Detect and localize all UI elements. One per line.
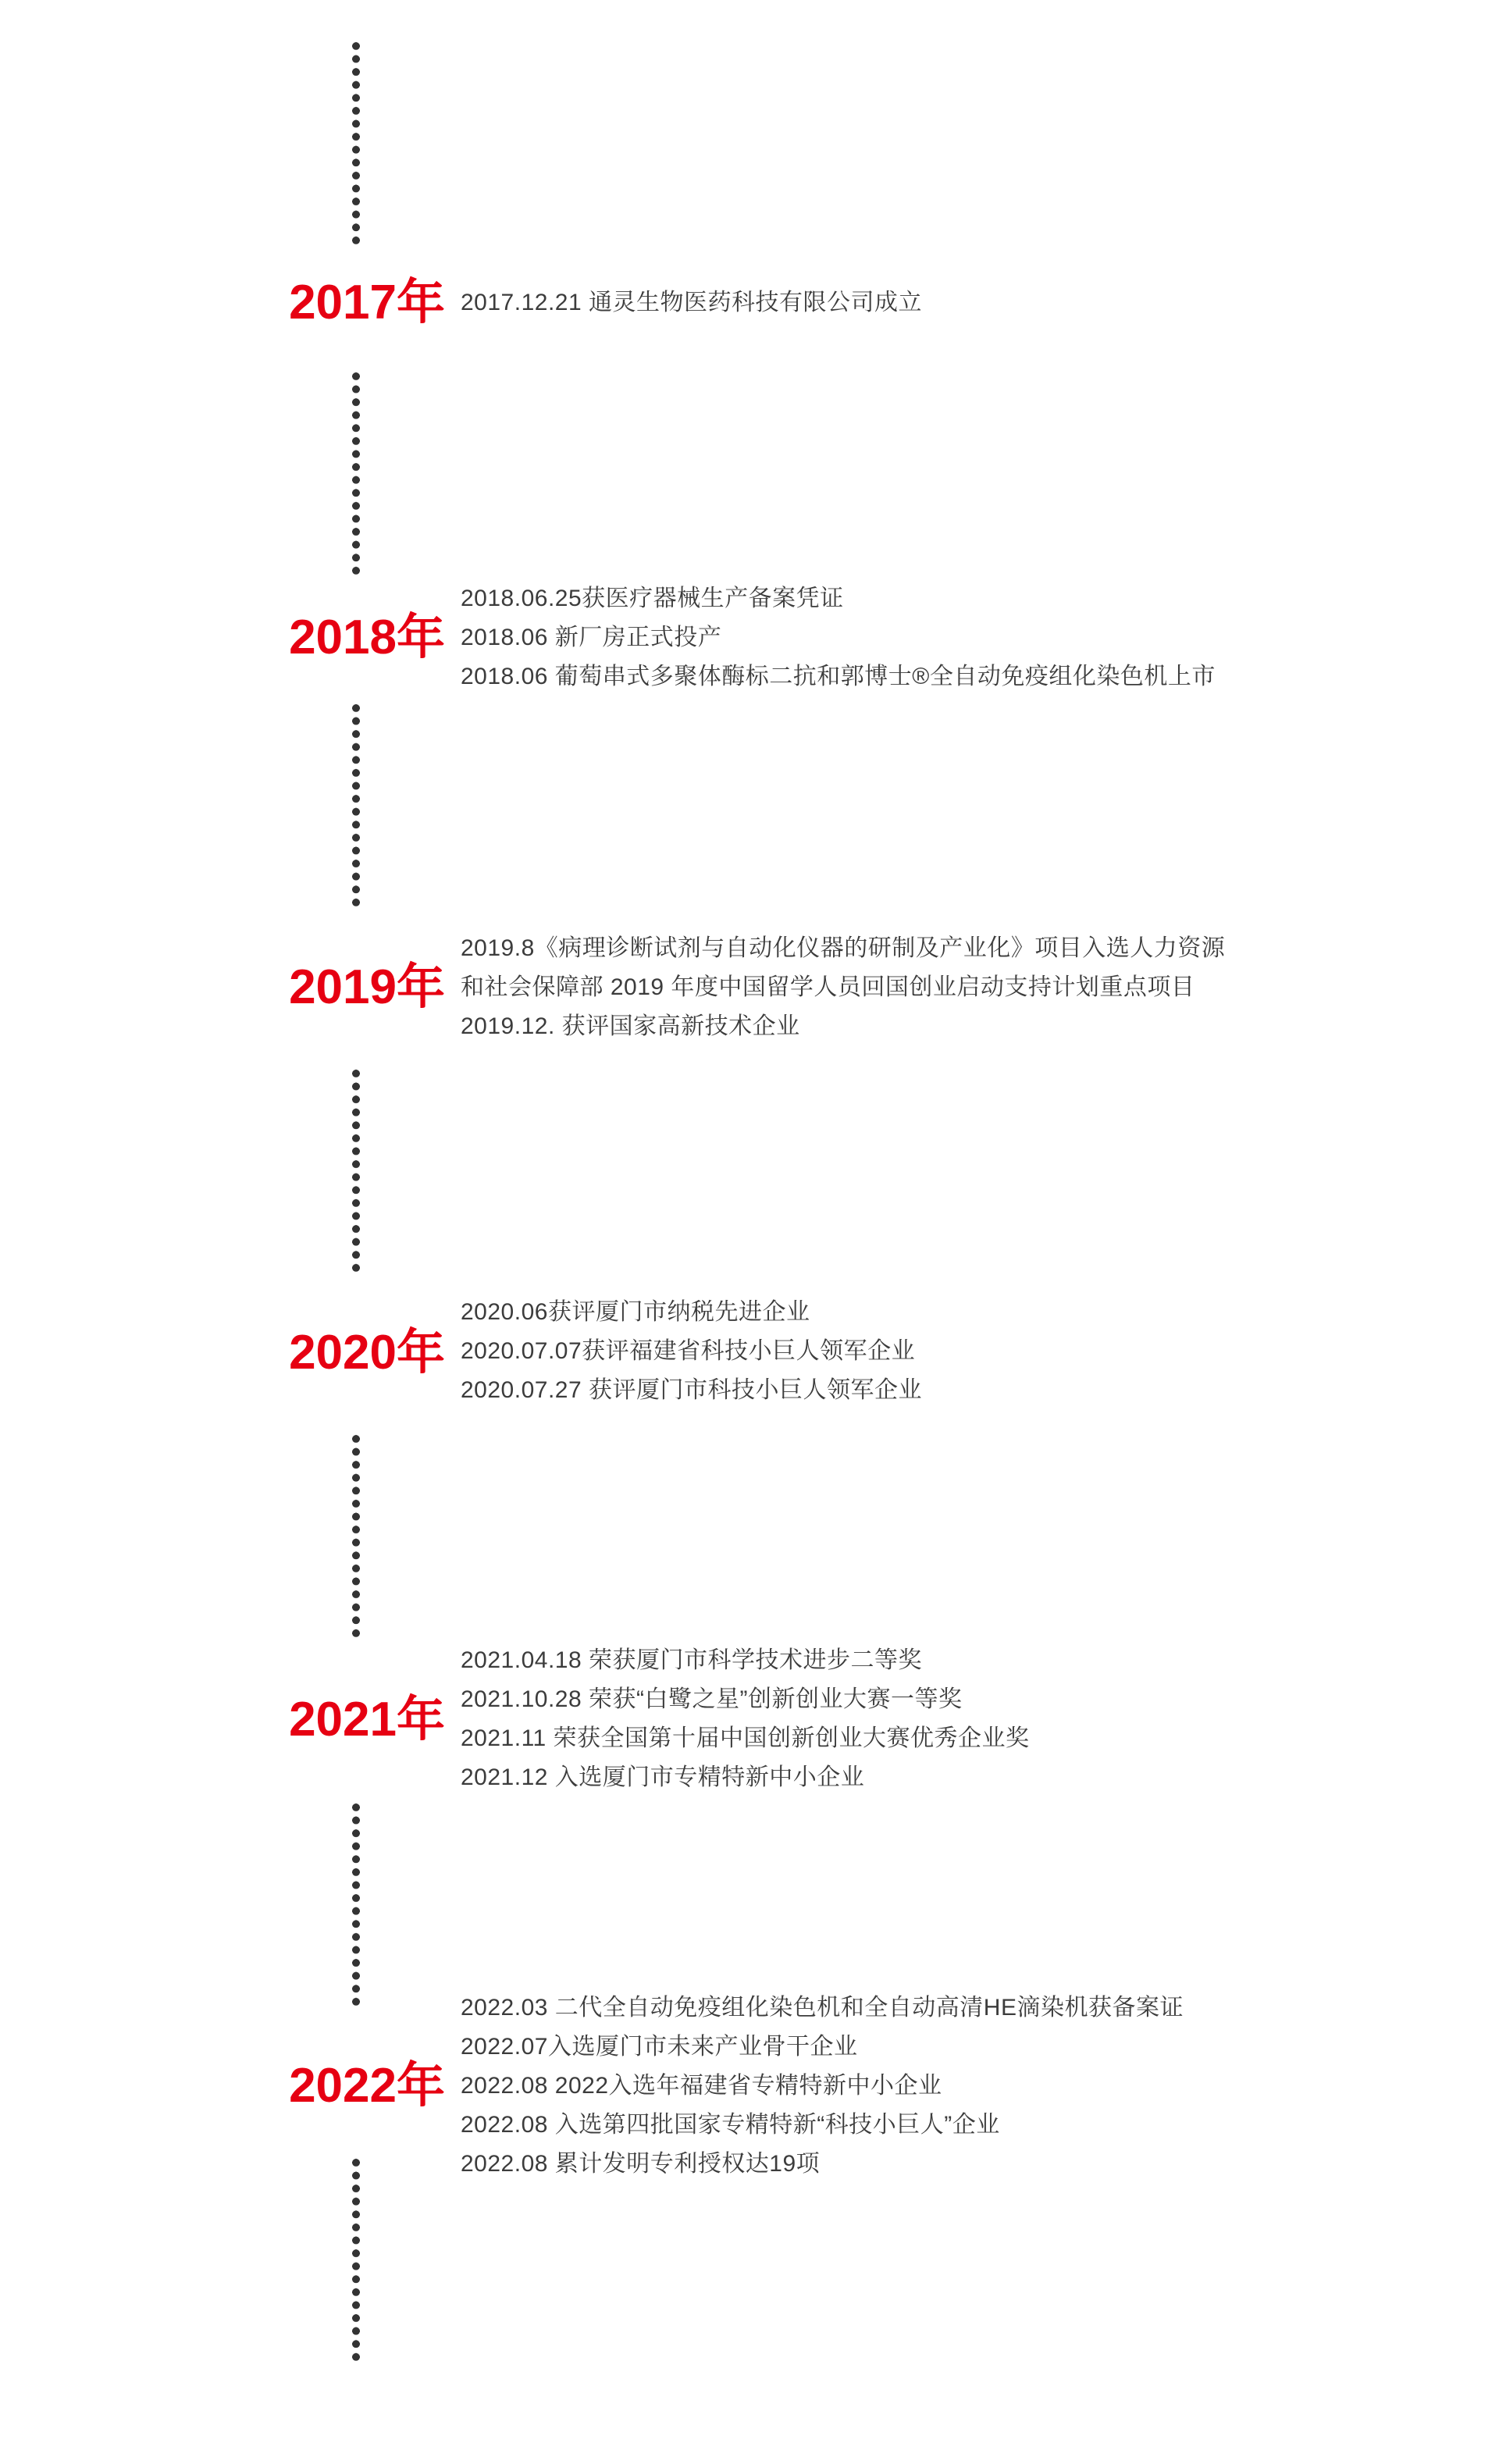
milestone-event-line: 2019.8《病理诊断试剂与自动化仪器的研制及产业化》项目入选人力资源 xyxy=(461,935,1226,961)
milestone-event-line: 2020.06获评厦门市纳税先进企业 xyxy=(461,1299,810,1325)
milestone-event-list xyxy=(461,283,1398,322)
milestone-event-line: 2022.08 2022入选年福建省专精特新中小企业 xyxy=(461,2073,942,2099)
milestone-event-list xyxy=(461,1293,1398,1410)
milestone-event-line: 2020.07.27 获评厦门市科技小巨人领军企业 xyxy=(461,1377,922,1403)
milestone-event-list xyxy=(461,1989,1398,2184)
timeline-dotted-line xyxy=(351,1433,361,1640)
milestone-event-line: 2018.06 葡萄串式多聚体酶标二抗和郭博士®全自动免疫组化染色机上市 xyxy=(461,664,1216,689)
timeline-dotted-line xyxy=(351,370,361,578)
milestone-event-line: 2022.03 二代全自动免疫组化染色机和全自动高清HE滴染机获备案证 xyxy=(461,1995,1184,2021)
milestone-event-list xyxy=(461,1641,1398,1797)
timeline-dotted-line xyxy=(351,2156,361,2364)
milestone-event-list xyxy=(461,579,1398,696)
milestone-event-line: 2021.10.28 荣获“白鹭之星”创新创业大赛一等奖 xyxy=(461,1686,963,1712)
milestone-event-line: 2018.06 新厂房正式投产 xyxy=(461,625,722,650)
timeline-dotted-line xyxy=(351,40,361,247)
milestone-event-line: 2020.07.07获评福建省科技小巨人领军企业 xyxy=(461,1338,916,1364)
milestone-year-label: 2022年 xyxy=(289,2059,445,2113)
milestone-year-label: 2020年 xyxy=(289,1326,445,1380)
timeline-dotted-line xyxy=(351,702,361,910)
milestone-event-line: 2021.12 入选厦门市专精特新中小企业 xyxy=(461,1764,865,1790)
milestone-event-line: 2019.12. 获评国家高新技术企业 xyxy=(461,1013,800,1039)
milestone-year-label: 2021年 xyxy=(289,1693,445,1747)
milestone-event-line: 和社会保障部 2019 年度中国留学人员回国创业启动支持计划重点项目 xyxy=(461,974,1195,1000)
milestone-event-line: 2021.04.18 荣获厦门市科学技术进步二等奖 xyxy=(461,1647,922,1673)
milestone-event-line: 2022.08 入选第四批国家专精特新“科技小巨人”企业 xyxy=(461,2112,1000,2138)
timeline-dotted-line xyxy=(351,1801,361,2009)
milestone-event-line: 2022.07入选厦门市未来产业骨干企业 xyxy=(461,2034,858,2060)
milestone-event-list xyxy=(461,929,1398,1046)
milestone-year-label: 2017年 xyxy=(289,276,445,329)
timeline-dotted-line xyxy=(351,1067,361,1275)
milestone-event-line: 2017.12.21 通灵生物医药科技有限公司成立 xyxy=(461,290,922,315)
milestone-event-line: 2021.11 荣获全国第十届中国创新创业大赛优秀企业奖 xyxy=(461,1725,1030,1751)
milestone-event-line: 2018.06.25获医疗器械生产备案凭证 xyxy=(461,586,844,611)
milestone-year-label: 2019年 xyxy=(289,960,445,1014)
milestone-year-label: 2018年 xyxy=(289,611,445,664)
milestone-event-line: 2022.08 累计发明专利授权达19项 xyxy=(461,2151,821,2177)
